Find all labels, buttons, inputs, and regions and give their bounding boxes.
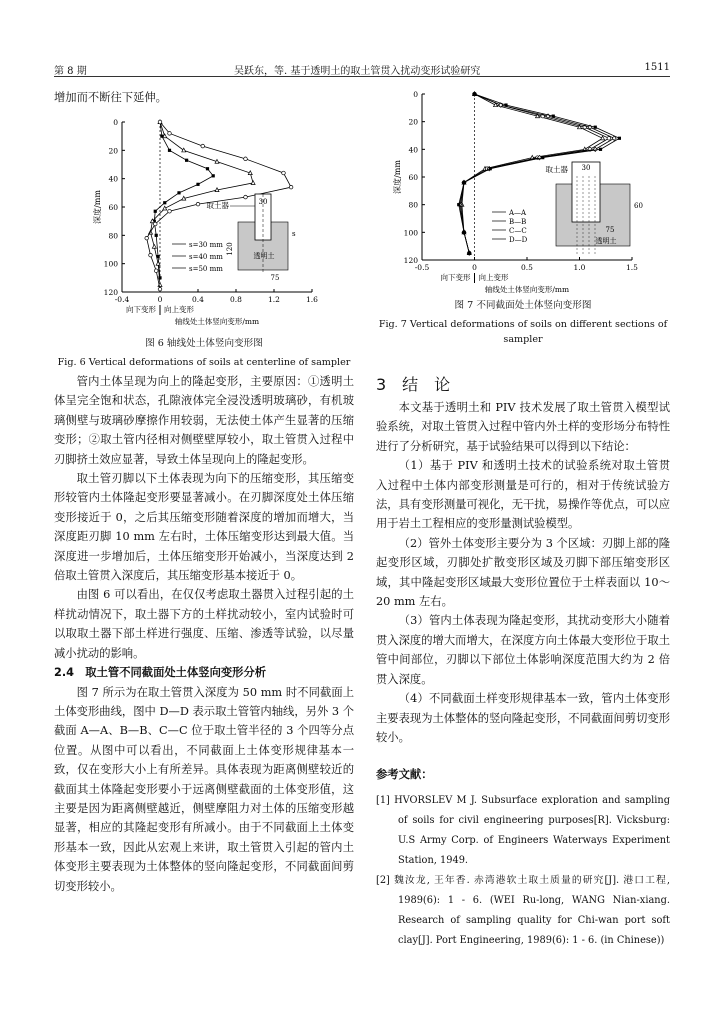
paragraph: 由图 6 可以看出，在仅仅考虑取土器贯入过程引起的土样扰动情况下，取土器下方的土样扰动较小，室内试验时可以取取土器下部土样进行强度、压缩、渗透等试验，以尽量减小扰动的影响。 <box>54 588 354 660</box>
legend-label: D—D <box>509 236 528 244</box>
page-number: 1511 <box>644 62 670 73</box>
y-tick-label: 120 <box>403 256 418 265</box>
x-tick-label: 0.5 <box>521 263 533 272</box>
data-point <box>152 244 156 248</box>
y-tick-label: 0 <box>113 118 118 127</box>
data-point <box>185 159 188 162</box>
y-tick-label: 40 <box>408 145 418 155</box>
data-point <box>468 251 471 254</box>
figure-6-caption-cn: 图 6 轴线处土体竖向变形图 <box>145 338 263 349</box>
x-tick-label: -0.4 <box>114 295 130 304</box>
data-point <box>168 132 172 136</box>
legend-label: A—A <box>509 209 527 217</box>
legend-label: s=50 mm <box>189 265 223 273</box>
x-tick-label: 1.2 <box>268 295 280 304</box>
data-point <box>201 144 205 148</box>
label-sampler: 取土器 <box>206 201 229 210</box>
data-point <box>155 234 158 237</box>
conclusion-1: （1）基于 PIV 和透明土技术的试验系统对取土管贯入过程中土体内部变形测量是可行的，相对于传统试验方法，具有变形测量可视化，无干扰，易操作等优点，可以应用于岩土工程相应的变形量测试验模型。 <box>376 459 670 531</box>
x-tick-label: 0 <box>157 295 163 304</box>
dim-height: 120 <box>226 242 234 256</box>
figure-6-caption-en: Fig. 6 Vertical deformations of soils at centerline of sampler <box>57 357 351 368</box>
dim-width: 30 <box>258 198 268 206</box>
x-tick-label: 0.8 <box>230 295 242 304</box>
data-point <box>599 148 602 151</box>
x-axis-label: 轴线处土体竖向变形/mm <box>174 317 260 326</box>
section-heading-conclusion: 3 结 论 <box>376 375 451 394</box>
figure-7-caption-cn: 图 7 不同截面处土体竖向变形图 <box>454 300 592 311</box>
annotation-upward: 向上变形 <box>164 305 194 314</box>
data-point <box>177 191 180 194</box>
legend-label: C—C <box>509 227 527 235</box>
data-point <box>504 103 507 106</box>
paragraph: 图 7 所示为在取土管贯入深度为 50 mm 时不同截面上土体变形曲线，图中 D—D 表示取土管管内轴线，另外 3 个截面 A—A、B—B、C—C 位于取土管半径的 3 个四等分点位置。从图中可以看出，不同截面上土体变形规律基本一致，仅在变形大小上有所差异。具体表现为距离侧壁较近的截面其土体隆起变形要小于远离侧壁截面的土体变形值，这主要是因为距离侧壁越近，侧壁摩阻力对土体的压缩变形越显著，相应的其隆起变形有所减小。由于不同截面上土体变形基本一致，因此从宏观上来讲，取土管贯入引起的管内土体变形主要表现为土体整体的竖向隆起变形，不同截面间剪切变形较小。 <box>54 685 354 893</box>
left-body <box>54 372 354 896</box>
figure-6-chart <box>54 112 354 334</box>
running-header <box>54 58 670 77</box>
legend-label: s=40 mm <box>189 253 223 261</box>
data-point <box>206 167 209 170</box>
x-tick-label: 1.6 <box>306 295 318 304</box>
x-tick-label: 1.5 <box>626 263 638 272</box>
data-point <box>154 210 157 213</box>
x-tick-label: -0.5 <box>414 263 430 272</box>
running-title: 吴跃东，等. 基于透明土的取土管贯入扰动变形试验研究 <box>234 66 481 77</box>
data-point <box>168 149 171 152</box>
right-column <box>376 372 670 951</box>
data-point <box>289 185 293 189</box>
data-point <box>145 236 149 240</box>
annotation-downward: 向下变形 <box>440 273 471 282</box>
y-tick-label: 20 <box>408 117 418 127</box>
section-heading-2-4: 2.4 取土管不同截面处土体竖向变形分析 <box>54 666 267 680</box>
left-column <box>54 88 354 107</box>
dim-depth: 60 <box>634 202 643 210</box>
paragraph: 本文基于透明土和 PIV 技术发展了取土管贯入模型试验系统，对取土管贯入过程中管内外土样的变形场分布特性进行了分析研究，基于试验结果可以得到以下结论： <box>376 401 670 453</box>
data-point <box>282 171 286 175</box>
label-sampler: 取土器 <box>545 165 568 174</box>
issue-number: 第 8 期 <box>54 66 87 77</box>
reference-1: [1] HVORSLEV M J. Subsurface exploration and sampling of soils for civil engineering purposes[R]. Vicksburg: U.S Army Corp. of Engineers Waterways Experiment Station, 1949. <box>376 794 670 866</box>
y-tick-label: 100 <box>103 259 118 269</box>
data-point <box>593 147 597 151</box>
y-tick-label: 80 <box>408 200 418 210</box>
x-axis-label: 轴线处土体竖向变形/mm <box>484 285 570 294</box>
dim-width: 30 <box>581 164 591 172</box>
data-point <box>607 136 611 140</box>
conclusion-2: （2）管外土体变形主要分为 3 个区域：刃脚上部的隆起变形区域，刃脚处扩散变形区域及刃脚下部压缩变形区域，其中隆起变形区域最大变形位置位于土样表面以 10～20 mm 左右。 <box>376 536 670 609</box>
label-transparent-soil: 透明土 <box>595 237 617 245</box>
data-point <box>154 269 158 273</box>
data-point <box>244 157 248 161</box>
y-tick-label: 100 <box>403 228 418 238</box>
y-tick-label: 60 <box>408 173 418 182</box>
data-point <box>489 167 492 170</box>
x-tick-label: 0.4 <box>192 295 204 304</box>
data-point <box>196 183 199 186</box>
figure-7-caption <box>376 298 670 347</box>
data-point <box>473 92 476 95</box>
dim-s: s <box>292 230 296 238</box>
data-point <box>156 261 160 265</box>
reference-2: [2] 魏汝龙, 王年香. 赤湾港软土取土质量的研究[J]. 港口工程, 1989(6): 1 - 6. (WEI Ru-long, WANG Nian-xiang. Research of sampling quality for Chi-wan port soft clay[J]. Port Engineering, 1989(6): 1 - 6. (in Chinese)) <box>376 874 670 946</box>
y-tick-label: 60 <box>108 203 118 212</box>
intro-line: 增加而不断往下延伸。 <box>54 91 167 104</box>
annotation-upward: 向上变形 <box>478 273 509 282</box>
data-point <box>149 253 153 257</box>
figure-7-chart <box>376 84 670 314</box>
data-point <box>212 174 215 177</box>
y-axis-label: 深度/mm <box>93 190 102 224</box>
data-point <box>251 181 255 185</box>
paragraph: 管内土体呈现为向上的隆起变形，主要原因：①透明土体呈完全饱和状态，孔隙液体完全浸没透明玻璃砂，有机玻璃侧壁与玻璃砂摩擦作用较弱，无法使土体产生显著的压缩变形；②取土管内径相对侧壁壁厚较小，取土管贯入过程中刃脚挤土效应显著，导致土体呈现向上的隆起变形。 <box>54 375 354 466</box>
legend-label: s=30 mm <box>189 241 223 249</box>
y-tick-label: 40 <box>108 174 118 184</box>
y-tick-label: 0 <box>413 90 418 99</box>
data-point <box>541 156 544 159</box>
figure-6-caption <box>54 336 354 370</box>
paragraph: 取土管刃脚以下土体表现为向下的压缩变形，其压缩变形较管内土体隆起变形要显著减小。在刃脚深度处土体压缩变形接近于 0，之后其压缩变形随着深度的增加而增大，当深度距刃脚 10 mm 左右时，土体压缩变形达到最大值。当深度进一步增加后，土体压缩变形开始减小，当深度达到 2 倍取土管贯入深度后，其压缩变形基本接近于 0。 <box>54 472 354 583</box>
legend-label: B—B <box>509 218 527 226</box>
x-tick-label: 1.0 <box>573 263 586 272</box>
data-point <box>618 137 621 140</box>
data-point <box>182 148 186 152</box>
label-transparent-soil: 透明土 <box>253 252 275 260</box>
data-point <box>196 202 200 206</box>
dim-depth: 75 <box>270 274 280 282</box>
annotation-downward: 向下变形 <box>126 305 156 314</box>
figure-7-caption-en: Fig. 7 Vertical deformations of soils on different sections of sampler <box>378 319 668 345</box>
data-point <box>163 201 166 204</box>
data-point <box>168 209 172 213</box>
data-point <box>457 203 460 206</box>
y-axis-label: 深度/mm <box>393 160 402 194</box>
conclusion-4: （4）不同截面土样变形规律基本一致，管内土体变形主要表现为土体整体的竖向隆起变形，不同截面间剪切变形较小。 <box>376 692 670 744</box>
data-point <box>462 231 465 234</box>
data-point <box>244 195 248 199</box>
y-tick-label: 20 <box>108 146 118 156</box>
data-point <box>552 115 555 118</box>
dim-75: 75 <box>605 226 615 234</box>
data-point <box>158 287 162 291</box>
references-title: 参考文献： <box>376 768 433 782</box>
y-tick-label: 80 <box>108 231 118 241</box>
data-point <box>462 181 465 184</box>
data-point <box>158 120 162 124</box>
conclusion-3: （3）管内土体表现为隆起变形，其扰动变形大小随着贯入深度的增大而增大，在深度方向土体最大变形位于取土管中间部位，刃脚以下部位土体影响深度范围大约为 2 倍贯入深度。 <box>376 614 670 686</box>
data-point <box>594 126 597 129</box>
data-point <box>153 222 157 226</box>
y-tick-label: 120 <box>103 288 118 297</box>
x-tick-label: 0 <box>472 263 477 272</box>
